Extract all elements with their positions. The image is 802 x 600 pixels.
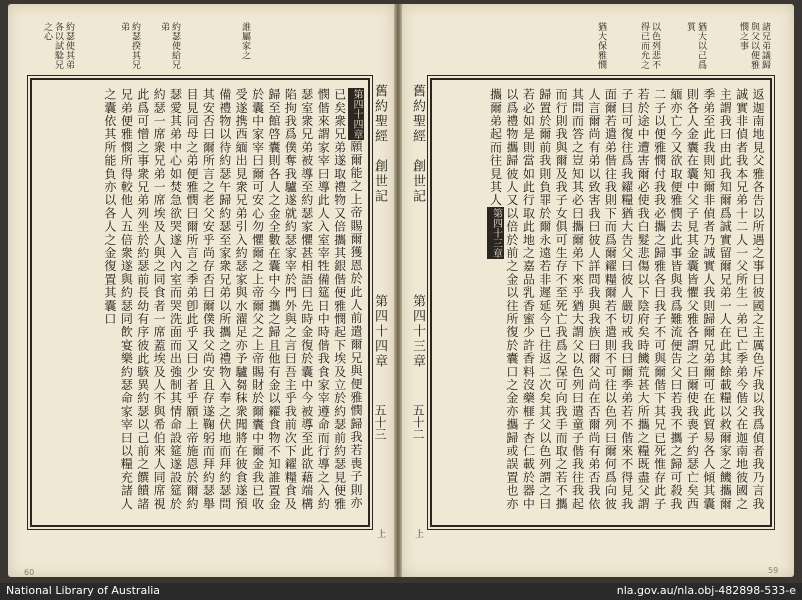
left-header-title: 舊約聖經 創世記 (372, 84, 387, 204)
left-body-text (36, 88, 364, 517)
left-body-content: 願爾能之上帝賜爾獲恩於此人前遣爾兄與便雅憫歸我若喪子則亦已矣衆兄弟遂取禮物又倍攜其銀偕便雅憫起下埃及立於約瑟前約瑟見便雅憫偕來謂家宰曰導此人入室宰牲備筵日中時偕我食家宰遵命而行導之入約瑟室衆兄弟被導至約瑟家懼甚相語曰先時金復於囊中今被導至此欲藉端構陷拘我爲僕奪我驢遂就約瑟家宰於門外與之言曰吾主乎我前次下糴糧食及歸至館啓囊則各人之金全數在囊中今攜之歸且他有金以糴食物不知誰置金於囊中家宰曰爾可安心勿懼爾之上帝爾父之上帝賜財於爾囊中爾金我已收受遂携西緬出見衆兄弟引入約瑟家與水濯足亦予驢芻秣衆聞將在彼食遂預備禮物以待約瑟午歸約瑟至家衆兄弟以所攜之禮物入奉之伏地而拜約瑟問其安否曰爾所言之老父安乎尚存否曰爾僕我父尚安且存遂鞠躬而拜約瑟舉目見同母之弟便雅憫曰爾所言之季弟卽此乎又曰少者乎願上帝施恩於爾約瑟愛其弟中心如焚急欲哭遂入內室而哭洗面而出強制其情命設筵遂設筵於約瑟一席衆兄弟一席埃及人與之同食者一席蓋埃及人不與希伯來人同席視此爲可憎之事衆兄弟列坐於約瑟前長幼有序彼此駭異約瑟以己前之饌饋諸兄弟便雅憫所得較他人五倍衆遂與約瑟同飲宴樂約瑟命家宰曰以糧充諸人之囊依其所能負亦以各人之金復置其囊口 (102, 88, 363, 511)
left-chapter-mark: 第四十四章 (348, 88, 364, 140)
right-chapter-mark: 第四十三章 (487, 207, 503, 259)
left-note-2: 約瑟揆其兄弟 (119, 22, 140, 70)
left-chapter-label: 第四十四章 (372, 294, 387, 369)
right-chapter-label: 第四十三章 (410, 294, 425, 369)
right-body-text (436, 88, 766, 517)
right-text-frame (430, 78, 772, 527)
right-pencil-mark: 59 (768, 566, 779, 575)
left-note-1: 約瑟使其弟各以試騐兄之心 (42, 22, 74, 70)
left-note-3: 約瑟使給兄弟 (159, 22, 180, 70)
footer-library-name: National Library of Australia (6, 584, 161, 597)
left-small-mark: 上 (375, 529, 385, 538)
right-page-number: 五十二 (411, 404, 425, 440)
right-small-mark: 上 (413, 529, 423, 538)
right-note-2: 猶大以己爲質 (685, 22, 706, 70)
book-gutter (394, 4, 402, 577)
right-note-1: 諸兄弟議歸與父以便雅憫之事 (738, 22, 770, 70)
left-note-4: 誰屬家之 (240, 22, 250, 60)
right-body-content: 返迦南地見父雅各告以所遇之事曰彼國之主厲色斥我以我爲偵者我乃言我誠實非偵者我本兄弟十二人一父所生一弟已亡季弟今偕父在迦南地彼國之主謂我曰由此我知爾爲誠實留爾兄弟一人在此其餘載糧以救爾家之饑攜爾季弟至此我則知爾非偵者乃誠實人我則歸爾兄弟爾可在此貿易各人傾其囊則各人金囊在囊中父子見其金囊皆懼父雅各謂之曰爾使我喪子約瑟亡矣西緬亦亡今又欲取便雅憫去此事皆與我爲難流便告父曰若我不攜之歸可殺我二子以便雅憫付我我必攜之歸雅各曰我子不可與爾偕下其兄已死惟存此子若於途中遭害爾必使我白髮悲傷以下陰府矣時饑荒甚大所攜之糧既盡父謂子曰可復往爲我糴糧猶大告父曰彼人嚴切戒我曰爾季弟若不偕來不得見我面爾若遣弟偕往我則下而爲爾糴糧爾若不遣則不可往以色列曰爾何爲向彼人言爾尚有弟以致害我曰彼人詳問我與我族曰爾父尚在否爾尚有弟否我依其問而答之豈知其必曰攜爾弟下來乎猶大謂父以色列曰遣童子偕我往我起而行則我與爾及我子女俱可生存不至死亡我爲之保可向我手而取之若不攜歸置於爾前我則負罪於爾永遠若非遲延今已往返二次矣其父以色列謂之曰若必如是則當如此行取此地之嘉品乳香蜜少許香料沒藥榧子杏仁載於器中以爲禮物攜歸彼人又以倍於前之金以往所復於囊口之金亦攜歸或誤置也亦攜爾弟起而往見其人 (488, 88, 765, 511)
right-header-title: 舊約聖經 創世記 (410, 84, 425, 204)
footer-item-url[interactable]: nla.gov.au/nla.obj-482898-533-e (616, 584, 796, 597)
right-note-4: 猶大保雅憫 (596, 22, 606, 70)
right-note-3: 以色列悲不得已而允之 (639, 22, 660, 70)
left-page-number: 五十三 (373, 404, 387, 440)
left-page (8, 4, 394, 577)
left-pencil-mark: 60 (24, 568, 35, 577)
left-text-frame (30, 78, 370, 527)
right-page (402, 4, 794, 577)
